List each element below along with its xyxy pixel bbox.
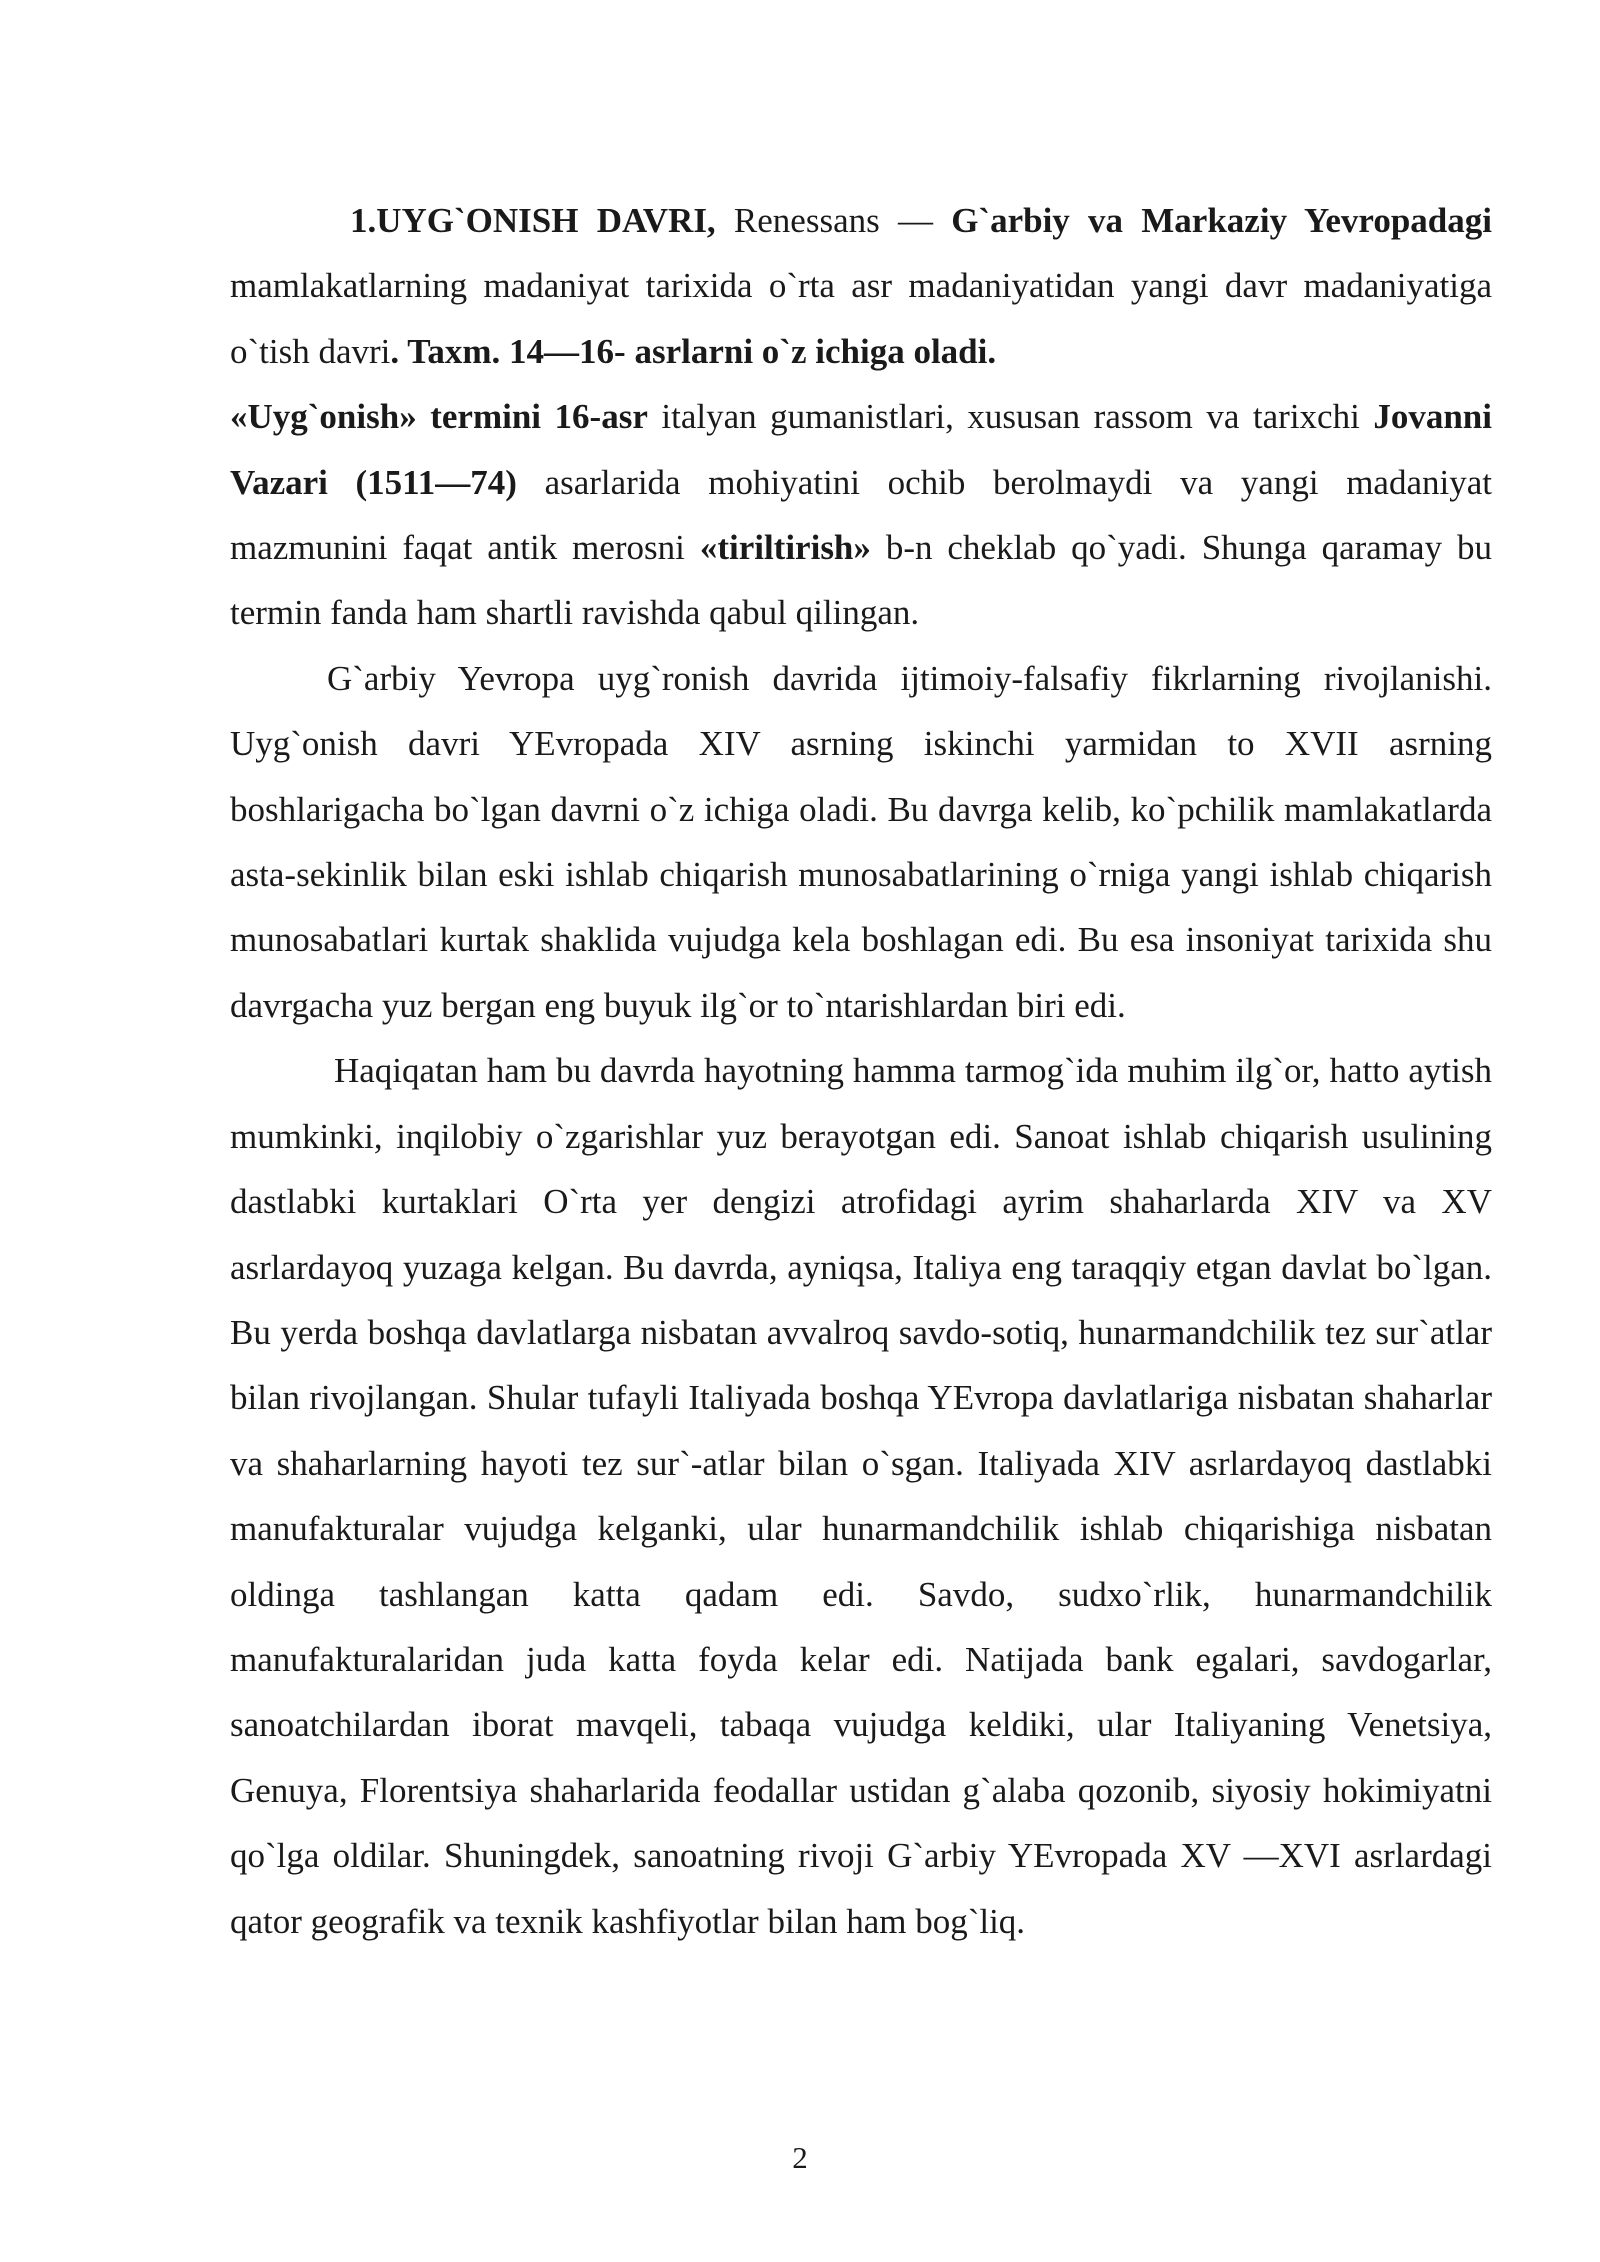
paragraph-4: Haqiqatan ham bu davrda hayotning hamma tarmog`ida muhim ilg`or, hatto aytish mumkinki, inqilobiy o`zgarishlar yuz berayotgan edi. Sanoat ishlab chiqarish usulining dastlabki kurtaklari O`rta yer dengizi atrofidagi ayrim shaharlarda XIV va XV asrlardayoq yuzaga kelgan. Bu davrda, ayniqsa, Italiya eng taraqqiy etgan davlat bo`lgan. Bu yerda boshqa davlatlarga nisbatan avvalroq savdo-sotiq, hunarmandchilik tez sur`atlar bilan rivojlangan. Shular tufayli Italiyada boshqa YEvropa davlatlariga nisbatan shaharlar va shaharlarning hayoti tez sur`-atlar bilan o`sgan. Italiyada XIV asrlardayoq dastlabki manufakturalar vujudga kelganki, ular hunarmandchilik ishlab chiqarishiga nisbatan oldinga tashlangan katta qadam edi. Savdo, sudxo`rlik, hunarmandchilik manufakturalaridan juda katta foyda kelar edi. Natijada bank egalari, savdogarlar, sanoatchilardan iborat mavqeli, tabaqa vujudga keldiki, ular Italiyaning Venetsiya, Genuya, Florentsiya shaharlarida feodallar ustidan g`alaba qozonib, siyosiy hokimiyatni qo`lga oldilar. Shuningdek, sanoatning rivoji G`arbiy YEvropada XV —XVI asrlardagi qator geografik va texnik kashfiyotlar bilan ham bog`liq.: [230, 1051, 1492, 1941]
heading-text: 1.UYG`ONISH DAVRI,: [350, 201, 716, 240]
bold-text: G`arbiy va Markaziy Yevropadagi: [951, 201, 1492, 240]
paragraph-3: G`arbiy Yevropa uyg`ronish davrida ijtimoiy-falsafiy fikrlarning rivojlanishi. Uyg`onish davri YEvropada XIV asrning iskinchi yarmidan to XVII asrning boshlarigacha bo`lgan davrni o`z ichiga oladi. Bu davrga kelib, ko`pchilik mamlakatlarda asta-sekinlik bilan eski ishlab chiqarish munosabatlarining o`rniga yangi ishlab chiqarish munosabatlari kurtak shaklida vujudga kela boshlagan edi. Bu esa insoniyat tarixida shu davrgacha yuz bergan eng buyuk ilg`or to`ntarishlardan biri edi.: [230, 658, 1492, 1025]
paragraph-1: [230, 188, 1492, 384]
bold-text: . Taxm. 14—16- asrlarni o`z ichiga oladi.: [390, 331, 997, 371]
bold-text: Jovanni Vazari (1511—74): [230, 397, 1492, 502]
page-body: [230, 188, 1492, 1954]
text-span: mamlakatlarning madaniyat tarixida o`rta asr madaniyatidan yangi davr madaniyatiga o`tish davri: [230, 266, 1492, 371]
bold-text: «Uyg`onish» termini 16-asr: [230, 397, 648, 437]
text-span: italyan gumanistlari, xususan rassom va tarixchi: [647, 397, 1374, 437]
text-span: Renessans —: [715, 201, 952, 240]
bold-text: «tiriltirish»: [699, 528, 871, 568]
paragraph-2: [230, 384, 1492, 646]
text-span: b-n cheklab qo`yadi. Shunga qaramay bu termin fanda ham shartli ravishda qabul qilingan.: [230, 528, 1493, 633]
page-number: 2: [792, 2140, 808, 2175]
text-span: asarlarida mohiyatini ochib berolmaydi va yangi madaniyat mazmunini faqat antik merosni: [230, 462, 1492, 568]
